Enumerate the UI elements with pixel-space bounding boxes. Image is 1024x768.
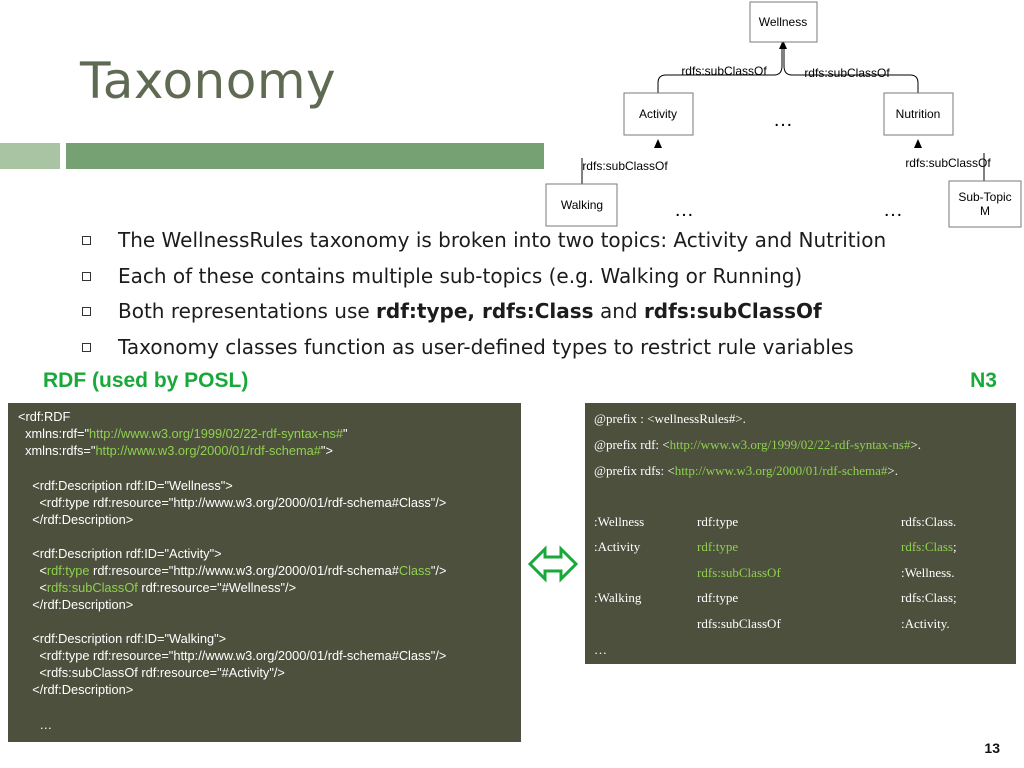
edge-label-3: rdfs:subClassOf <box>582 159 668 173</box>
node-subtopic-label-1: Sub-Topic <box>958 190 1012 204</box>
code-line: <rdf:Description rdf:ID="Activity"> <box>18 546 222 561</box>
code-line: <rdf:Description rdf:ID="Walking"> <box>18 631 227 646</box>
triple-subject: :Walking <box>594 590 642 605</box>
bullet-item: The WellnessRules taxonomy is broken into two topics: Activity and Nutrition <box>82 226 1012 262</box>
triple-predicate: rdf:type <box>697 590 739 605</box>
triple-subject: :Activity <box>594 539 641 554</box>
bullet-box-icon <box>82 307 91 316</box>
triple-predicate: rdfs:subClassOf <box>697 565 781 580</box>
code-line: <rdf:type rdf:resource="http://www.w3.org/2000/01/rdf-schema#Class"/> <box>18 495 447 510</box>
taxonomy-diagram <box>0 0 1024 240</box>
triple-object: rdfs:Class; <box>901 539 957 554</box>
bullet-item: Taxonomy classes function as user-defined types to restrict rule variables <box>82 333 1012 369</box>
n3-code-panel <box>585 403 1016 664</box>
code-line: <rdf:Description rdf:ID="Wellness"> <box>18 478 233 493</box>
triple-object: :Wellness. <box>901 565 955 580</box>
node-walking-label: Walking <box>560 198 604 212</box>
code-line: xmlns:rdf="http://www.w3.org/1999/02/22-rdf-syntax-ns#" <box>18 426 348 441</box>
n3-ellipsis: … <box>594 642 607 657</box>
code-line: </rdf:Description> <box>18 512 134 527</box>
edge-label-1: rdfs:subClassOf <box>681 64 767 78</box>
node-nutrition-label: Nutrition <box>895 107 941 121</box>
node-activity-label: Activity <box>638 107 678 121</box>
code-line: <rdf:type rdf:resource="http://www.w3.org/2000/01/rdf-schema#Class"/> <box>18 563 447 578</box>
rdf-code-panel <box>8 403 521 742</box>
edge-label-4: rdfs:subClassOf <box>905 156 991 170</box>
bullet-list <box>82 226 1012 368</box>
node-subtopic-label-2: M <box>980 204 990 218</box>
code-line: </rdf:Description> <box>18 682 134 697</box>
node-wellness-label: Wellness <box>758 15 808 29</box>
n3-heading: N3 <box>970 369 997 392</box>
code-line: xmlns:rdfs="http://www.w3.org/2000/01/rdf-schema#"> <box>18 443 333 458</box>
bullet-item: Both representations use rdf:type, rdfs:Class and rdfs:subClassOf <box>82 297 1012 333</box>
prefix-line: @prefix rdf: <http://www.w3.org/1999/02/22-rdf-syntax-ns#>. <box>594 437 922 452</box>
bullet-item: Each of these contains multiple sub-topics (e.g. Walking or Running) <box>82 262 1012 298</box>
code-line: </rdf:Description> <box>18 597 134 612</box>
bullet-box-icon <box>82 272 91 281</box>
triple-object: rdfs:Class; <box>901 590 957 605</box>
triple-object: rdfs:Class. <box>901 514 957 529</box>
triple-predicate: rdf:type <box>697 539 739 554</box>
triple-subject: :Wellness <box>594 514 645 529</box>
bullet-box-icon <box>82 236 91 245</box>
ellipsis-top: … <box>773 109 793 131</box>
ellipsis-activity: … <box>674 199 694 221</box>
rdf-heading: RDF (used by POSL) <box>43 369 249 392</box>
code-line: <rdf:type rdf:resource="http://www.w3.org/2000/01/rdf-schema#Class"/> <box>18 648 447 663</box>
slide-title: Taxonomy <box>80 52 337 110</box>
triple-predicate: rdf:type <box>697 514 739 529</box>
code-line: … <box>18 717 53 732</box>
prefix-line: @prefix rdfs: <http://www.w3.org/2000/01/rdf-schema#>. <box>594 463 898 478</box>
code-line: <rdfs:subClassOf rdf:resource="#Wellness"/> <box>18 580 297 595</box>
edge-label-2: rdfs:subClassOf <box>804 66 890 80</box>
ellipsis-nutrition: … <box>883 199 903 221</box>
bullet-box-icon <box>82 343 91 352</box>
double-arrow-icon <box>528 543 578 585</box>
code-line: <rdf:RDF <box>18 409 71 424</box>
triple-predicate: rdfs:subClassOf <box>697 616 781 631</box>
page-number: 13 <box>984 740 1000 756</box>
code-line: <rdfs:subClassOf rdf:resource="#Activity"/> <box>18 665 285 680</box>
prefix-line: @prefix : <wellnessRules#>. <box>594 411 746 426</box>
triple-object: :Activity. <box>901 616 950 631</box>
